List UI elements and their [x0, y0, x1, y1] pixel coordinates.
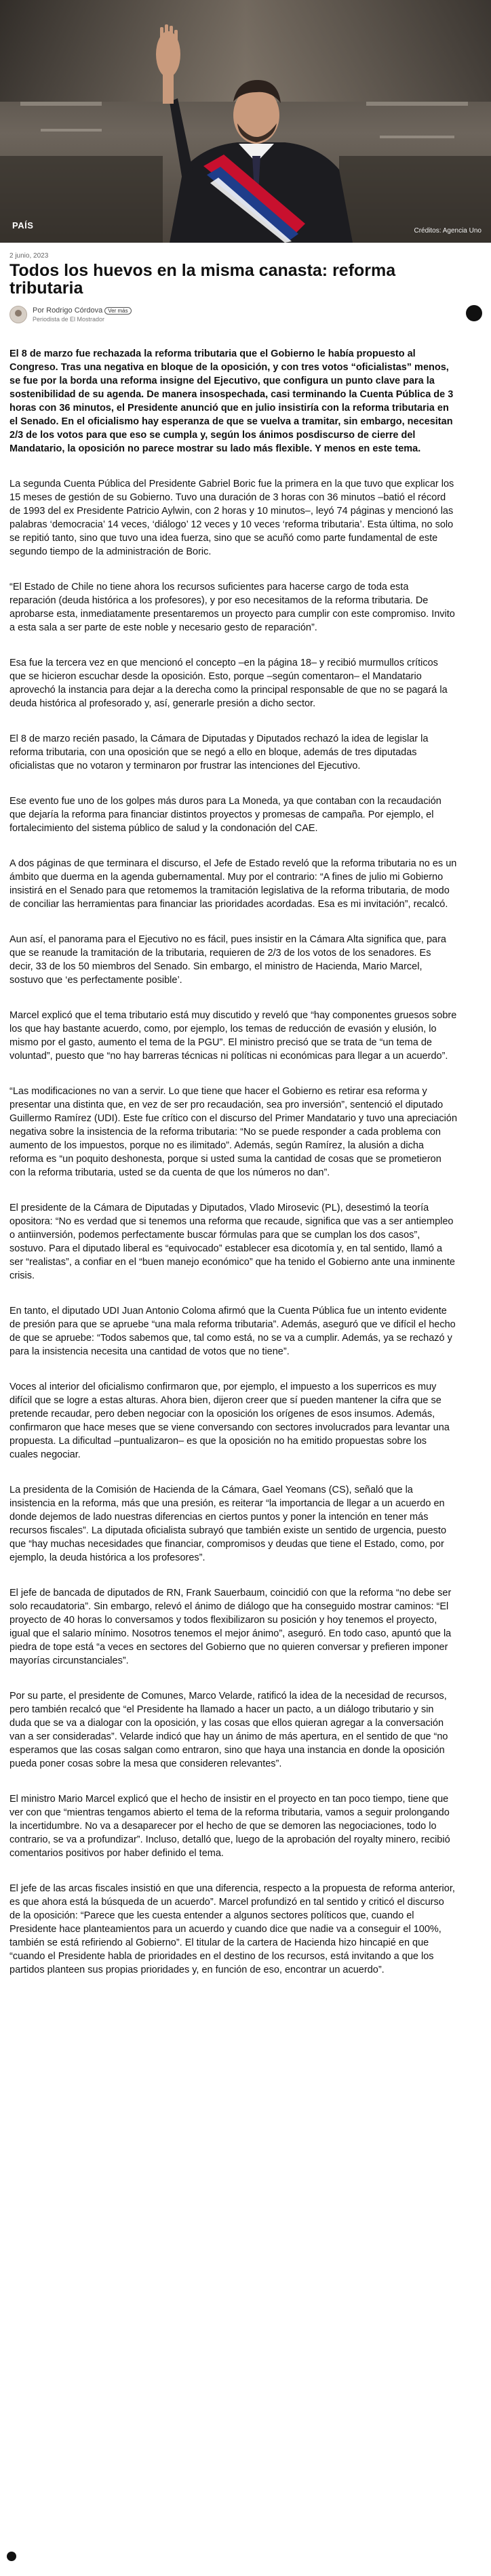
article-paragraph: El 8 de marzo recién pasado, la Cámara de Diputadas y Diputados rechazó la idea de legislar la reforma tributaria, con una oposición que se negó a ello en bloque, además de tres diputadas oficialistas que no votaron y terminaron por frustrar las intenciones del Ejecutivo. [9, 733, 429, 771]
article-paragraph: La segunda Cuenta Pública del Presidente Gabriel Boric fue la primera en la que tuvo que explicar los 15 meses de gestión de su Gobierno. Tuvo una duración de 3 horas con 36 minutos –batió el récord de 1993 del ex Presidente Patricio Aylwin, con 2 horas y 10 minutos–, leyó 74 páginas y mencionó las palabras ‘democracia’ 14 veces, ‘diálogo’ 12 veces y 10 veces ‘reforma tributaria’. Esta última, no solo se repitió tanto, sino que tuvo una idea fuerza, sino que se acuñó como parte fundamental de este segundo tiempo de la administración de Boric. [9, 479, 454, 557]
article-paragraph: El jefe de las arcas fiscales insistió en que una diferencia, respecto a la propuesta de reforma anterior, es que ahora está la búsqueda de un acuerdo”. Marcel profundizó en tal sentido y criticó el discurso de la oposición: “Parece que les cuesta entender a algunos sectores políticos que, cuando el Presidente hace planteamientos para un acuerdo y cuando dice que nadie va a conseguir el 100%, también se está refiriendo al Gobierno”. El titular de la cartera de Hacienda hizo hincapié en que “cuando el Presidente habla de prioridades en el destino de los recursos, está invitando a que los partidos planteen sus propias prioridades y, en función de eso, encontrar un acuerdo”. [9, 1883, 455, 1975]
share-button[interactable] [466, 305, 482, 321]
article-paragraph: El presidente de la Cámara de Diputadas y Diputados, Vlado Mirosevic (PL), desestimó la teoría opositora: “No es verdad que si tenemos una reforma que recaude, significa que vas a ser antiempleo o antiinversión, podemos perfectamente buscar fórmulas para que se cumplan los dos casos”, sostuvo. Para el diputado liberal es “equivocado” establecer esa dicotomía y, en tal sentido, llamó a ser “realistas”, a confiar en el “buen manejo económico” que ha tenido el Gobierno ante una inminente crisis. [9, 1203, 455, 1281]
author-name[interactable]: Rodrigo Córdova [46, 306, 103, 315]
article-paragraph: A dos páginas de que terminara el discurso, el Jefe de Estado reveló que la reforma tributaria no es un ámbito que duerma en la agenda gubernamental. Muy por el contrario: “A fines de julio mi Gobierno insistirá en el Senado para que retomemos la tramitación legislativa de la reforma tributaria, de modo de conciliar las herramientas para financiar las prioridades acordadas. Esa es mi invitación”, recalcó. [9, 858, 457, 910]
article-paragraph: “Las modificaciones no van a servir. Lo que tiene que hacer el Gobierno es retirar esa reforma y presentar una distinta que, en vez de ser pro recaudación, sea pro inversión”, sentenció el diputado Guillermo Ramírez (UDI). Este fue crítico con el discurso del Primer Mandatario y tuvo una apreciación negativa sobre la insistencia de la reforma tributaria: “No se puede responder a cada problema con aumento de los impuestos, porque no es ilimitado”. Además, según Ramírez, la alusión a dicha reforma es “un poquito deshonesta, porque si usted suma la cantidad de cosas que se prometieron con la reforma tributaria, usted se da cuenta de que los números no dan”. [9, 1086, 458, 1178]
author-avatar[interactable] [9, 306, 27, 323]
article-paragraph: Aun así, el panorama para el Ejecutivo no es fácil, pues insistir en la Cámara Alta significa que, para que se reanude la tramitación de la tributaria, requieren de 2/3 de los votos de los senadores. Es decir, 33 de los 50 miembros del Senado. Sin embargo, el ministro de Hacienda, Mario Marcel, sostuvo que ‘es perfectamente posible’. [9, 934, 446, 986]
article-paragraph: Por su parte, el presidente de Comunes, Marco Velarde, ratificó la idea de la necesidad de recursos, pero también recalcó que “el Presidente ha llamado a hacer un pacto, a un diálogo tributario y sin duda que se va a dialogar con la oposición, y las cosas que ellos quieran agregar a la conversación van a ser consideradas”. Velarde indicó que hay un ánimo de más apertura, en el sentido de que “no esperamos que las cosas salgan como entraron, sino que haya una instancia en donde la oposición pueda poner cosas sobre la mesa que consideren relevantes”. [9, 1691, 448, 1769]
publish-date: 2 junio, 2023 [9, 252, 49, 260]
article-paragraph: La presidenta de la Comisión de Hacienda de la Cámara, Gael Yeomans (CS), señaló que la insistencia en la reforma, más que una presión, es reiterar “la importancia de llegar a un acuerdo en donde dejemos de lado nuestras diferencias en ciertos puntos y poner la intención en tener más recursos fiscales”. La diputada oficialista subrayó que también existe un sentido de urgencia, puesto que “hay muchas necesidades que financiar, compromisos y deudas que tiene el Estado, como, por ejemplo, la deuda histórica a los profesores”. [9, 1485, 447, 1563]
article-paragraph: Marcel explicó que el tema tributario está muy discutido y reveló que “hay componentes gruesos sobre los que hay bastante acuerdo, como, por ejemplo, los temas de reducción de evasión y elusión, lo mismo por el gasto, aumento el tema de la PGU”. El ministro precisó que se trata de “un tema de voluntad”, puesto que “no hay barreras técnicas ni políticas ni económicas para llegar a un acuerdo”. [9, 1010, 457, 1062]
author-block [9, 305, 132, 324]
article-paragraph: El jefe de bancada de diputados de RN, Frank Sauerbaum, coincidió con que la reforma “no debe ser solo recaudatoria”. Sin embargo, relevó el ánimo de diálogo que ha conseguido mostrar caminos: “El proyecto de 40 horas lo conversamos y todos flexibilizaron su posición y hoy tenemos el proyecto, igual que el salario mínimo. Nosotros tenemos el mejor ánimo”, aseguró. En todo caso, apuntó que la piedra de tope está “a veces en sectores del Gobierno que no quieren conversar y prefieren imponer mayorías circunstanciales”. [9, 1588, 452, 1666]
author-more-badge[interactable]: Ver más [104, 307, 131, 315]
article-paragraph: Esa fue la tercera vez en que mencionó el concepto –en la página 18– y recibió murmullos críticos que se hicieron escuchar desde la oposición. Esto, porque –según comentaron– el Mandatario aprovechó la instancia para dejar a la derecha como la principal responsable de que no se pagará la deuda histórica al profesorado y, así, generarle presión a dicho sector. [9, 658, 448, 709]
article-title: Todos los huevos en la misma canasta: reforma tributaria [9, 261, 396, 298]
article-paragraph: “El Estado de Chile no tiene ahora los recursos suficientes para hacerse cargo de toda esta reparación (deuda histórica a los profesores), y por eso necesitamos de la reforma tributaria. De aprobarse esta, inmediatamente presentaremos un proyecto para cumplir con este compromiso. Invito a esta sala a ser parte de este noble y necesario gesto de reparación”. [9, 582, 455, 633]
author-line [33, 306, 132, 315]
hero-image [0, 0, 491, 243]
author-publication: Periodista de El Mostrador [33, 316, 105, 323]
article-lead: El 8 de marzo fue rechazada la reforma tributaria que el Gobierno le había propuesto al Congreso. Tras una negativa en bloque de la oposición, y con tres votos “oficialistas” menos, se fue por la borda una reforma insigne del Ejecutivo, que configura un punto clave para la sostenibilidad de su agenda. De manera insospechada, casi terminando la Cuenta Pública de 3 horas con 36 minutos, el Presidente anunció que en julio insistiría con la reforma tributaria en el Senado. En el oficialismo hay esperanza de que se vuelva a tramitar, sin embargo, necesitan 2/3 de los votos para que eso se cumpla y, según los ánimos posdiscurso de cierre del Mandatario, la oposición no parece mostrar su lado más flexible. Y menos en este tema. [9, 348, 454, 454]
article-paragraph: El ministro Mario Marcel explicó que el hecho de insistir en el proyecto en tan poco tiempo, tiene que ver con que “mientras tengamos abierto el tema de la reforma tributaria, vamos a seguir prolongando la incertidumbre. No va a desaparecer por el hecho de que se demoren las negociaciones, todo lo contrario, se va a profundizar”. Incluso, detalló que, luego de la aprobación del royalty minero, recibió comentarios positivos por haber definido el tema. [9, 1794, 450, 1859]
category-tag[interactable]: PAÍS [12, 220, 34, 230]
article-paragraph: Voces al interior del oficialismo confirmaron que, por ejemplo, el impuesto a los superricos es muy difícil que se logre a estas alturas. Ahora bien, dijeron creer que sí pueden mantener la cifra que se pretende recaudar, pero deben negociar con la oposición los orígenes de esos insumos. Además, confirmaron que hace meses que se viene conversando con sectores involucrados para levantar una propuesta. La dificultad –puntualizaron– es que la oposición no ha emitido propuestas sobre los cuales negociar. [9, 1382, 450, 1460]
scroll-top-button[interactable] [7, 2552, 16, 2561]
hero-photo [0, 0, 491, 243]
article-paragraph: Ese evento fue uno de los golpes más duros para La Moneda, ya que contaban con la recaudación que dejaría la reforma para financiar distintos proyectos y promesas de campaña. Por ejemplo, el fortalecimiento del sistema público de salud y la condonación del CAE. [9, 796, 441, 834]
author-prefix: Por [33, 306, 45, 315]
author-info [33, 306, 132, 323]
article-paragraph: En tanto, el diputado UDI Juan Antonio Coloma afirmó que la Cuenta Pública fue un intento evidente de presión para que se apruebe “una mala reforma tributaria”. Además, aseguró que ve difícil el hecho de que se apruebe: “Todos sabemos que, tal como está, no se va a cumplir. Además, ya se rechazó y para la insistencia necesita una cantidad de votos que no tiene”. [9, 1306, 456, 1357]
photo-credit: Créditos: Agencia Uno [414, 227, 482, 235]
article-body [9, 347, 457, 1998]
